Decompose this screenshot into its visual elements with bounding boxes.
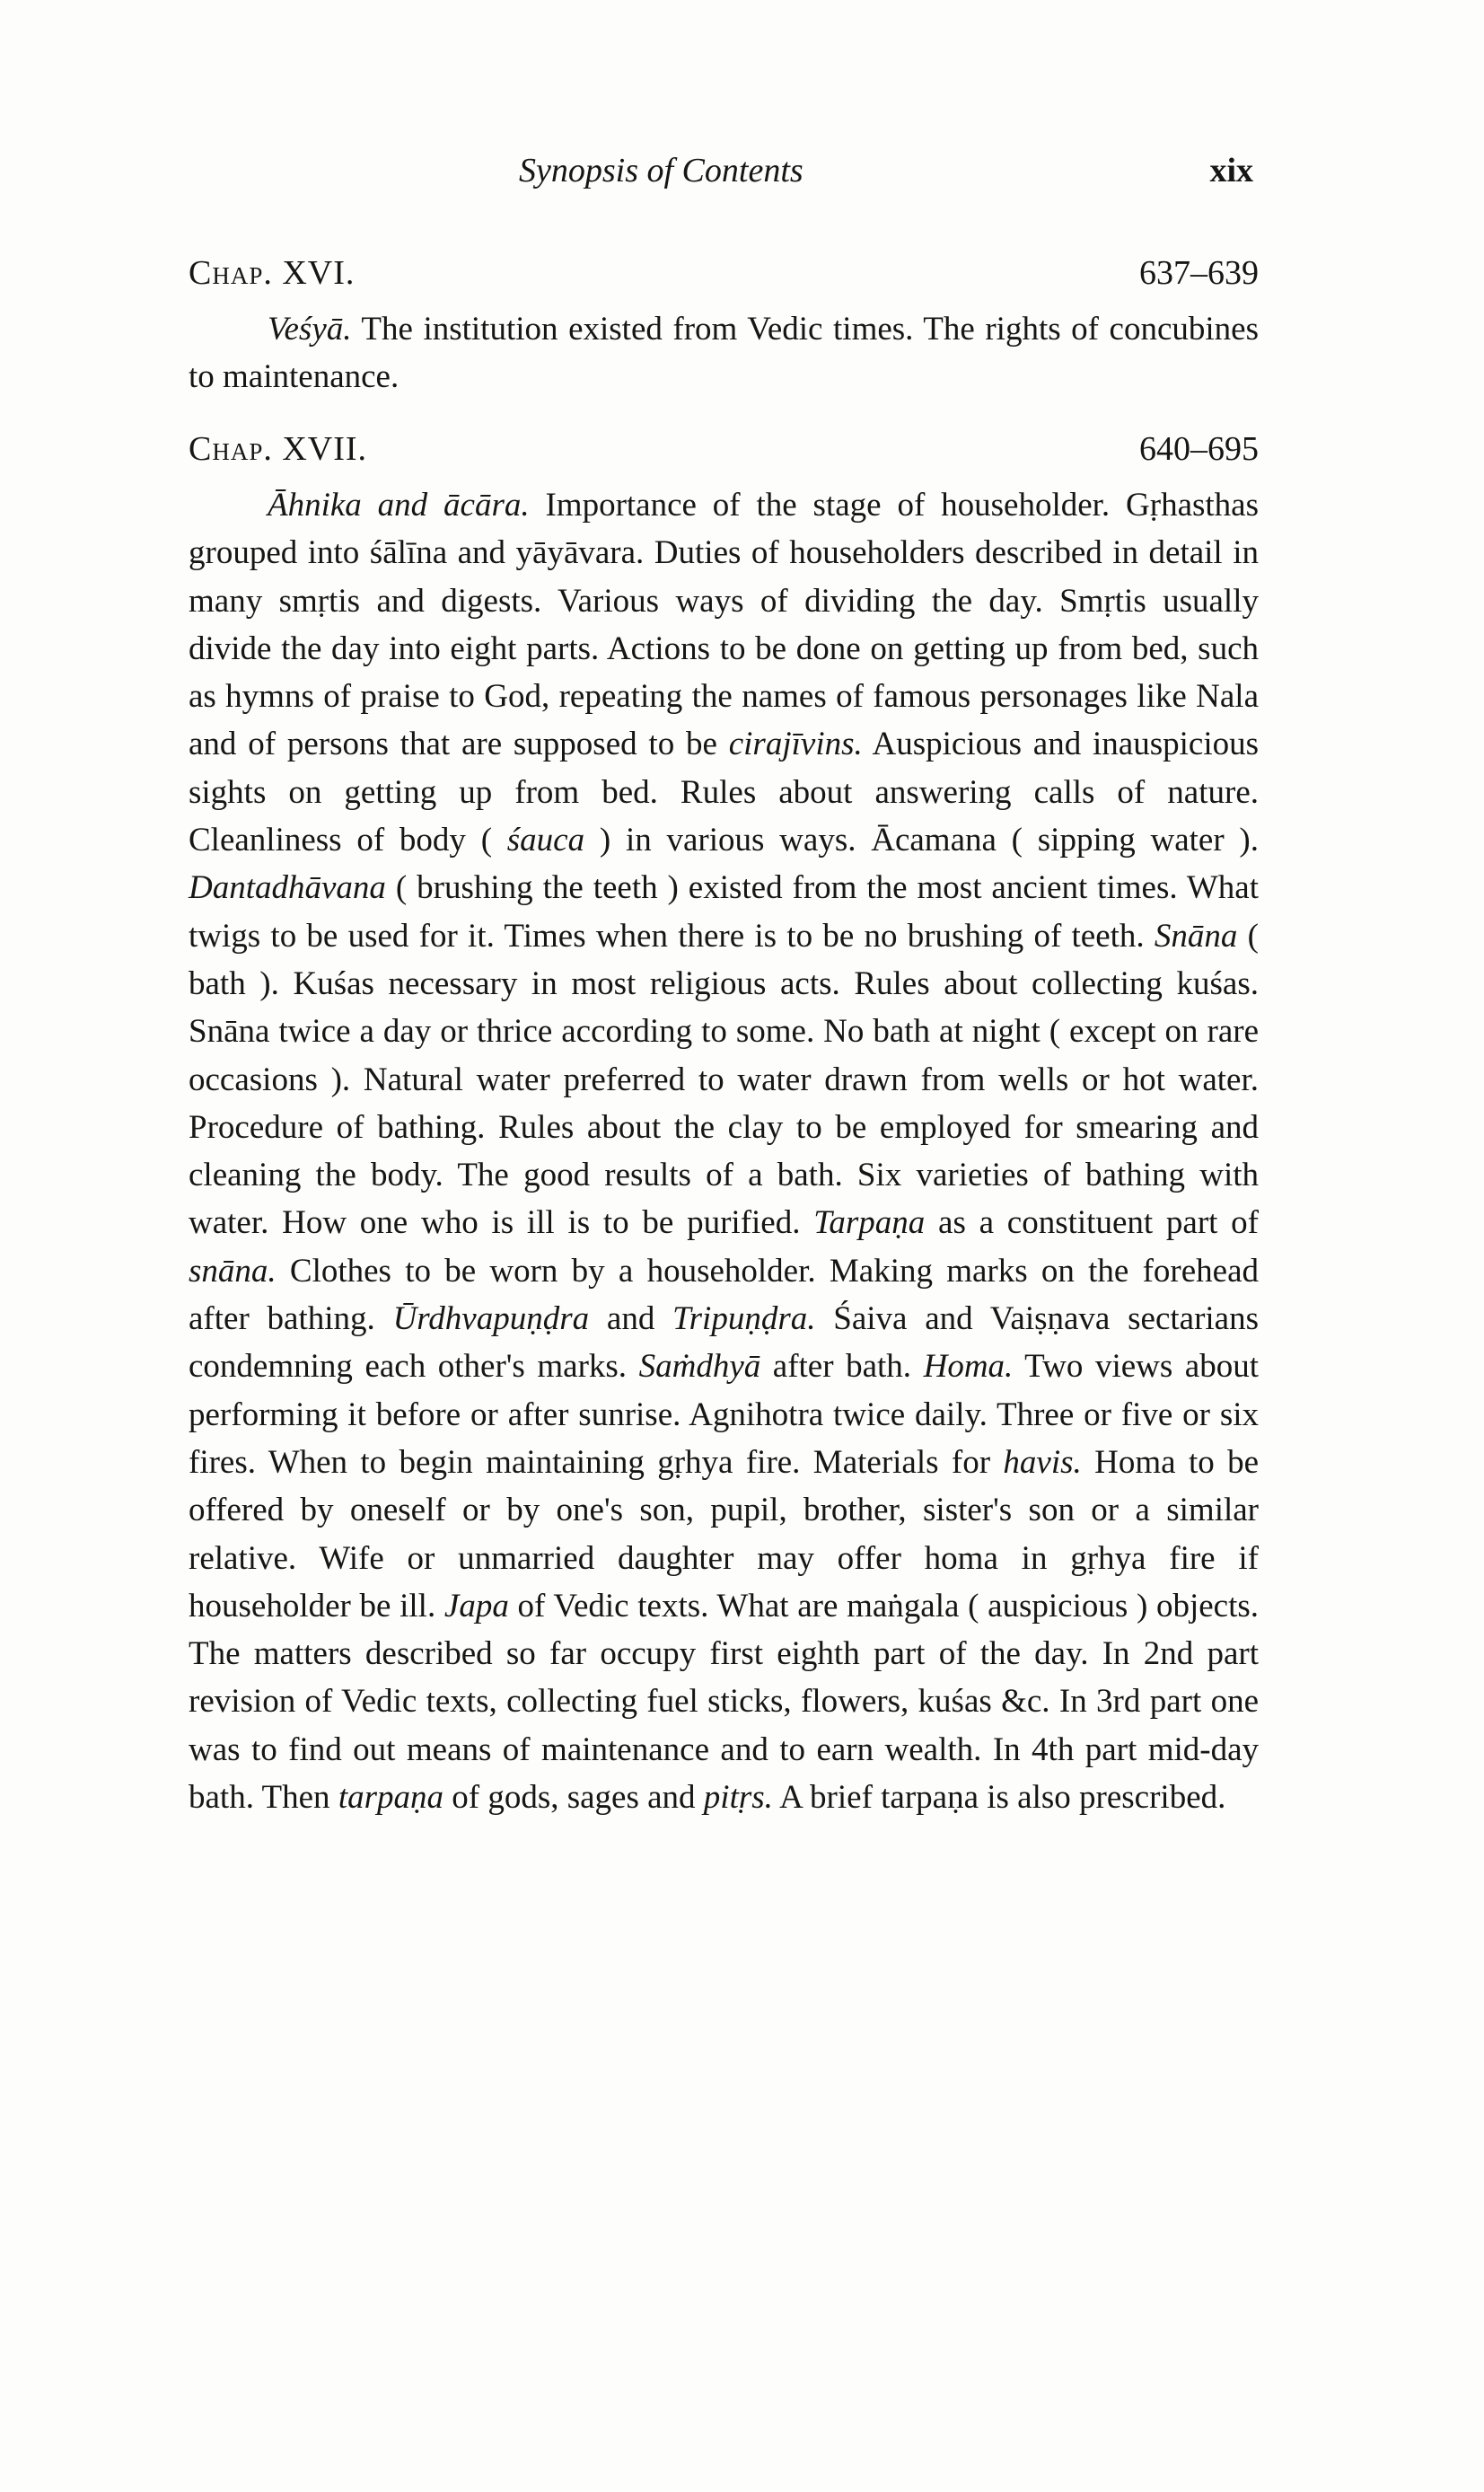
summary-text: as a constituent part of <box>925 1204 1260 1242</box>
italic-term: Dantadhāvana <box>189 869 386 907</box>
italic-term: Saṁdhyā <box>638 1348 761 1386</box>
summary-text: ( bath ). Kuśas necessary in most religious acts. Rules about collecting kuśas. Snāna twice a day or thrice according to some. No bath at night ( except on rare occasions ). Natural water preferred to water drawn from wells or hot water. Procedure of bathing. Rules about the clay to be employed for smearing and cleaning the body. The good results of a bath. Six varieties of bathing with water. How one who is ill is to be purified. <box>189 917 1259 1242</box>
summary-text: Two views about performing it before or after sunrise. Agnihotra twice daily. Three or five or six fires. When to begin maintaining gṛhya fire. Materials for <box>189 1348 1260 1481</box>
summary-text: Clothes to be worn by a householder. Making marks on the forehead after bathing. <box>189 1252 1259 1338</box>
italic-term: Homa. <box>923 1348 1014 1386</box>
summary-text: of gods, sages and <box>443 1779 704 1817</box>
italic-term: Āhnika and ācāra. <box>268 487 530 524</box>
summary-text: and <box>589 1300 673 1338</box>
summary-text: ( brushing the teeth ) existed from the most ancient times. What twigs to be used for it. Times when there is to be no brushing of teeth. <box>189 869 1259 955</box>
italic-term: tarpaṇa <box>338 1779 443 1817</box>
summary-text: Auspicious and inauspicious sights on getting up from bed. Rules about answering calls of nature. Cleanliness of body ( <box>189 726 1259 859</box>
italic-term: Tripuṇḍra. <box>672 1300 816 1338</box>
italic-term: Veśyā. <box>268 311 352 348</box>
chapter-label: Chap. XVI. <box>189 254 356 292</box>
chapter-heading <box>189 253 1259 305</box>
summary-text: of Vedic texts. What are maṅgala ( auspicious ) objects. The matters described so far occupy first eighth part of the day. In 2nd part revision of Vedic texts, collecting fuel sticks, flowers, kuśas &c. In 3rd part one was to find out means of maintenance and to earn wealth. In 4th part mid-day bath. Then <box>189 1587 1260 1817</box>
italic-term: Snāna <box>1154 917 1238 955</box>
chapter-entry-xvi <box>189 253 1259 401</box>
italic-term: havis. <box>1003 1443 1082 1481</box>
summary-text: Śaiva and Vaiṣṇava sectarians condemning each other's marks. <box>189 1300 1259 1386</box>
chapter-label: Chap. XVII. <box>189 430 368 468</box>
italic-term: Tarpaṇa <box>813 1204 926 1242</box>
summary-text: A brief tarpaṇa is also prescribed. <box>772 1779 1226 1817</box>
chapter-page-range: 640–695 <box>1139 430 1259 468</box>
running-head-title: Synopsis of Contents <box>519 152 803 189</box>
summary-text: The institution existed from Vedic times. The rights of concubines to maintenance. <box>189 311 1259 396</box>
summary-text: ) in various ways. Ācamana ( sipping water ). <box>584 822 1259 859</box>
italic-term: snāna. <box>189 1252 277 1290</box>
chapter-entry-xvii <box>189 429 1259 1821</box>
page-number: xix <box>1209 152 1253 189</box>
summary-text: Homa to be offered by oneself or by one's son, pupil, brother, sister's son or a similar relative. Wife or unmarried daughter may offer homa in gṛhya fire if householder be ill. <box>189 1443 1260 1625</box>
running-head <box>189 151 1257 205</box>
italic-term: Japa <box>443 1587 509 1625</box>
italic-term: śauca <box>506 822 585 859</box>
italic-term: Ūrdhvapuṇḍra <box>392 1300 590 1338</box>
chapter-summary <box>189 305 1259 401</box>
summary-text: Importance of the stage of householder. Gṛhasthas grouped into śālīna and yāyāvara. Duties of householders described in detail in many smṛtis and digests. Various ways of dividing the day. Smṛtis usually divide the day into eight parts. Actions to be done on getting up from bed, such as hymns of praise to God, repeating the names of famous personages like Nala and of persons that are supposed to be <box>189 487 1260 763</box>
italic-term: cirajīvins. <box>728 726 863 763</box>
chapter-heading <box>189 429 1259 481</box>
summary-text: after bath. <box>760 1348 924 1386</box>
chapter-page-range: 637–639 <box>1139 254 1259 292</box>
chapter-summary <box>189 481 1259 1821</box>
italic-term: pitṛs. <box>703 1779 773 1817</box>
